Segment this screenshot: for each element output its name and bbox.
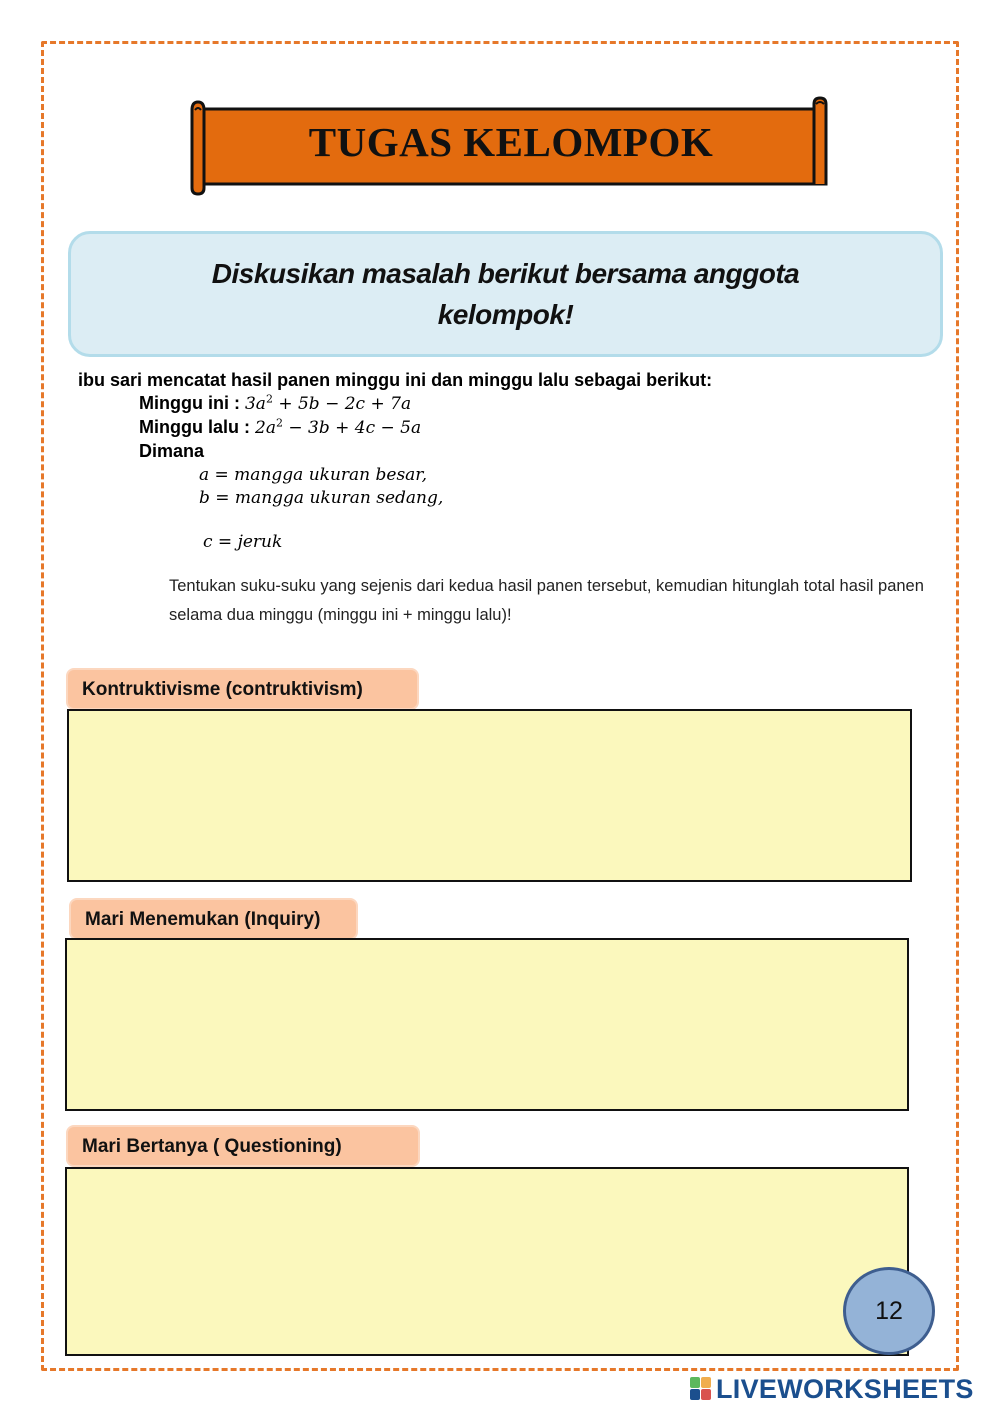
problem-statement xyxy=(78,368,958,392)
problem-intro: ibu sari mencatat hasil panen minggu ini dan minggu lalu sebagai berikut: xyxy=(78,370,713,390)
this-week-label: Minggu ini : xyxy=(139,393,240,413)
answer-box-inquiry[interactable] xyxy=(65,938,909,1111)
answer-box-questioning[interactable] xyxy=(65,1167,909,1356)
last-week-line xyxy=(139,415,421,440)
last-week-expression: $2a^2 - 3b + 4c - 5a$ xyxy=(255,416,422,438)
liveworksheets-watermark xyxy=(690,1374,974,1404)
watermark-text: LIVEWORKSHEETS xyxy=(716,1373,974,1404)
definition-b: b = mangga ukuran sedang, xyxy=(199,488,444,508)
instruction-box xyxy=(68,231,943,357)
instruction-text: Diskusikan masalah berikut bersama anggota kelompok! xyxy=(211,258,800,330)
definition-a: a = mangga ukuran besar, xyxy=(199,465,427,485)
this-week-line xyxy=(139,391,411,416)
section-tab-questioning: Mari Bertanya ( Questioning) xyxy=(66,1125,420,1167)
page-title: TUGAS KELOMPOK xyxy=(308,119,714,165)
title-banner xyxy=(186,96,832,196)
this-week-expression: $3a^2 + 5b - 2c + 7a$ xyxy=(244,392,412,414)
definition-c: c = jeruk xyxy=(203,532,283,552)
liveworksheets-logo-icon xyxy=(690,1377,712,1401)
section-tab-constructivism: Kontruktivisme (contruktivism) xyxy=(66,668,419,710)
answer-box-constructivism[interactable] xyxy=(67,709,912,882)
where-label: Dimana xyxy=(139,441,205,461)
page-number: 12 xyxy=(843,1267,935,1355)
task-text: Tentukan suku-suku yang sejenis dari kedua hasil panen tersebut, kemudian hitunglah total hasil panen selama dua minggu (minggu ini + minggu lalu)! xyxy=(169,577,924,624)
last-week-label: Minggu lalu : xyxy=(139,417,250,437)
section-tab-inquiry: Mari Menemukan (Inquiry) xyxy=(69,898,358,940)
